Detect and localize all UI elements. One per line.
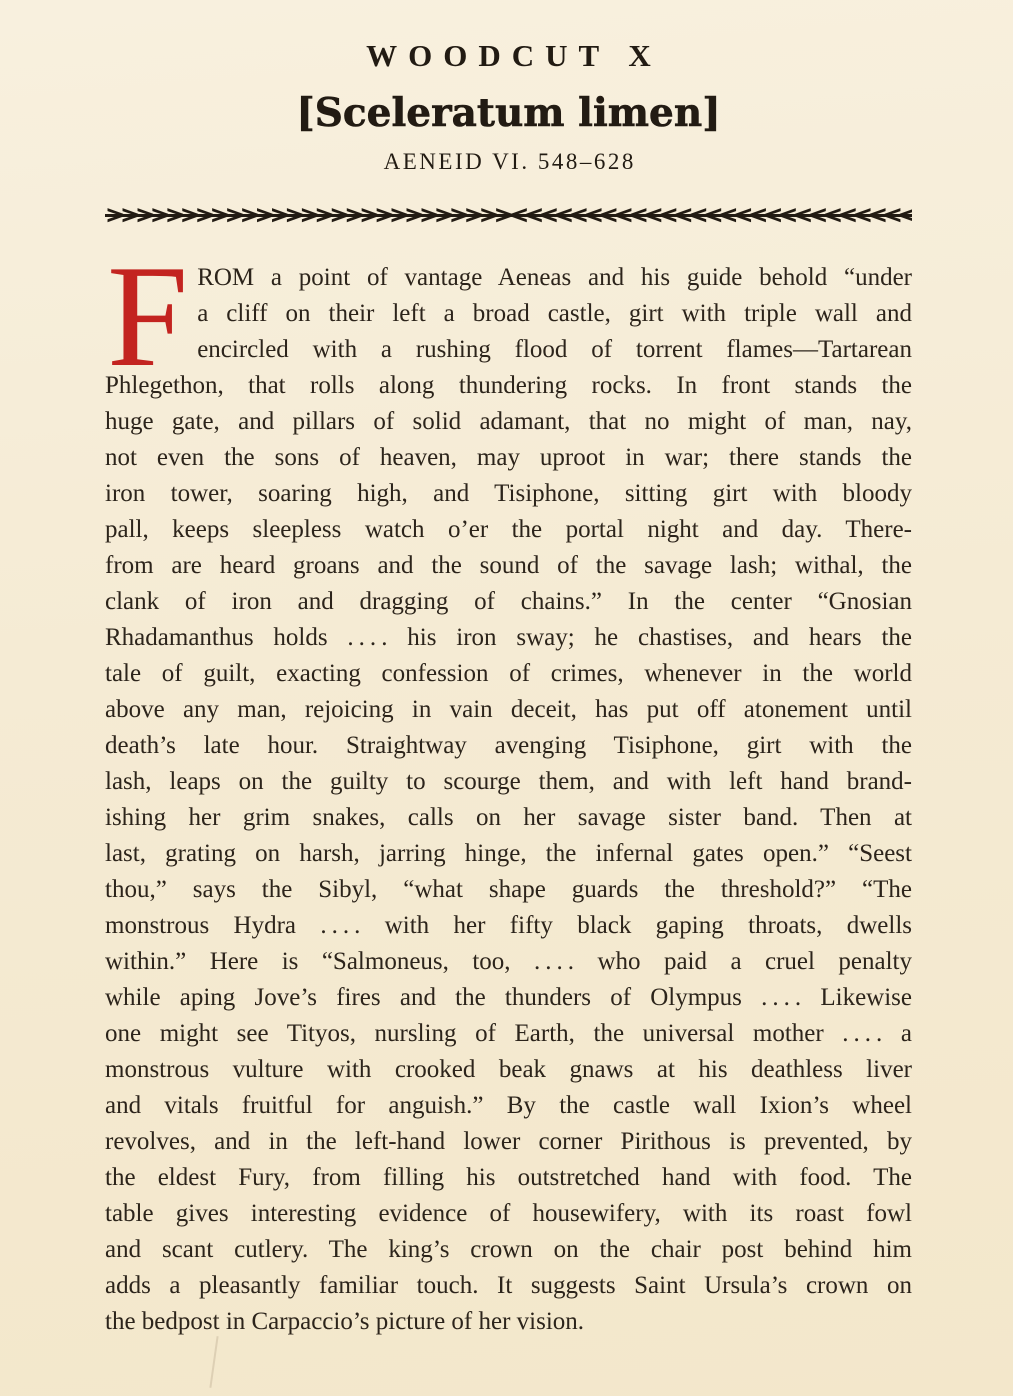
text-line: and vitals fruitful for anguish.” By the castle wall Ixion’s wheel — [105, 1091, 912, 1119]
text-line: Rhadamanthus holds . . . . his iron sway; he chastises, and hears the — [105, 623, 912, 651]
text-line: last, grating on harsh, jarring hinge, the infernal gates open.” “Seest — [105, 839, 912, 867]
text-line: tale of guilt, exacting confession of crimes, whenever in the world — [105, 659, 912, 687]
text-line: monstrous Hydra . . . . with her fifty black gaping throats, dwells — [105, 911, 912, 939]
text-line: lash, leaps on the guilty to scourge them, and with left hand brand- — [105, 767, 912, 795]
text-line: the bedpost in Carpaccio’s picture of her vision. — [105, 1307, 585, 1335]
text-line: huge gate, and pillars of solid adamant, that no might of man, nay, — [105, 407, 912, 435]
text-line: from are heard groans and the sound of the savage lash; withal, the — [105, 551, 912, 579]
text-line: while aping Jove’s fires and the thunders of Olympus . . . . Likewise — [105, 983, 912, 1011]
arrow-divider — [105, 199, 912, 231]
text-line: table gives interesting evidence of housewifery, with its roast fowl — [105, 1199, 912, 1227]
page-title: WOODCUT X — [366, 38, 662, 73]
text-line: thou,” says the Sibyl, “what shape guards the threshold?” “The — [105, 875, 912, 903]
text-line: within.” Here is “Salmoneus, too, . . . . who paid a cruel penalty — [105, 947, 912, 975]
text-line: above any man, rejoicing in vain deceit, has put off atonement until — [105, 695, 912, 723]
aeneid-reference: AENEID VI. 548–628 — [383, 148, 636, 174]
body-text — [105, 234, 912, 1340]
text-line: a cliff on their left a broad castle, girt with triple wall and — [197, 299, 912, 327]
text-line: revolves, and in the left-hand lower corner Pirithous is prevented, by — [105, 1127, 912, 1155]
arrow-fletch-ornament: >>>>>>>>>>>>>>>>>>>>>>>>>>><<<<<<<<<<<<<<<<<<<<<<<<<<< — [105, 200, 912, 230]
text-line: ishing her grim snakes, calls on her savage sister band. Then at — [105, 803, 912, 831]
drop-cap-initial: F — [107, 234, 189, 397]
text-line: ROM a point of vantage Aeneas and his guide behold “under — [197, 263, 912, 291]
text-line: clank of iron and dragging of chains.” In the center “Gnosian — [105, 587, 912, 615]
paragraph — [105, 234, 912, 1340]
text-line: adds a pleasantly familiar touch. It suggests Saint Ursula’s crown on — [105, 1271, 912, 1299]
page-subtitle-blackletter: [Sceleratum limen] — [296, 89, 721, 136]
text-line: monstrous vulture with crooked beak gnaws at his deathless liver — [105, 1055, 912, 1083]
text-line: Phlegethon, that rolls along thundering rocks. In front stands the — [105, 371, 912, 399]
text-line: the eldest Fury, from filling his outstretched hand with food. The — [105, 1163, 912, 1191]
text-line: encircled with a rushing flood of torrent flames—Tartarean — [197, 335, 912, 363]
text-line: not even the sons of heaven, may uproot in war; there stands the — [105, 443, 912, 471]
text-line: one might see Tityos, nursling of Earth, the universal mother . . . . a — [105, 1019, 912, 1047]
paper-crease — [209, 1336, 218, 1388]
text-line: pall, keeps sleepless watch o’er the portal night and day. There- — [105, 515, 912, 543]
text-line: and scant cutlery. The king’s crown on the chair post behind him — [105, 1235, 912, 1263]
text-line: iron tower, soaring high, and Tisiphone, sitting girt with bloody — [105, 479, 912, 507]
text-line: death’s late hour. Straightway avenging Tisiphone, girt with the — [105, 731, 912, 759]
